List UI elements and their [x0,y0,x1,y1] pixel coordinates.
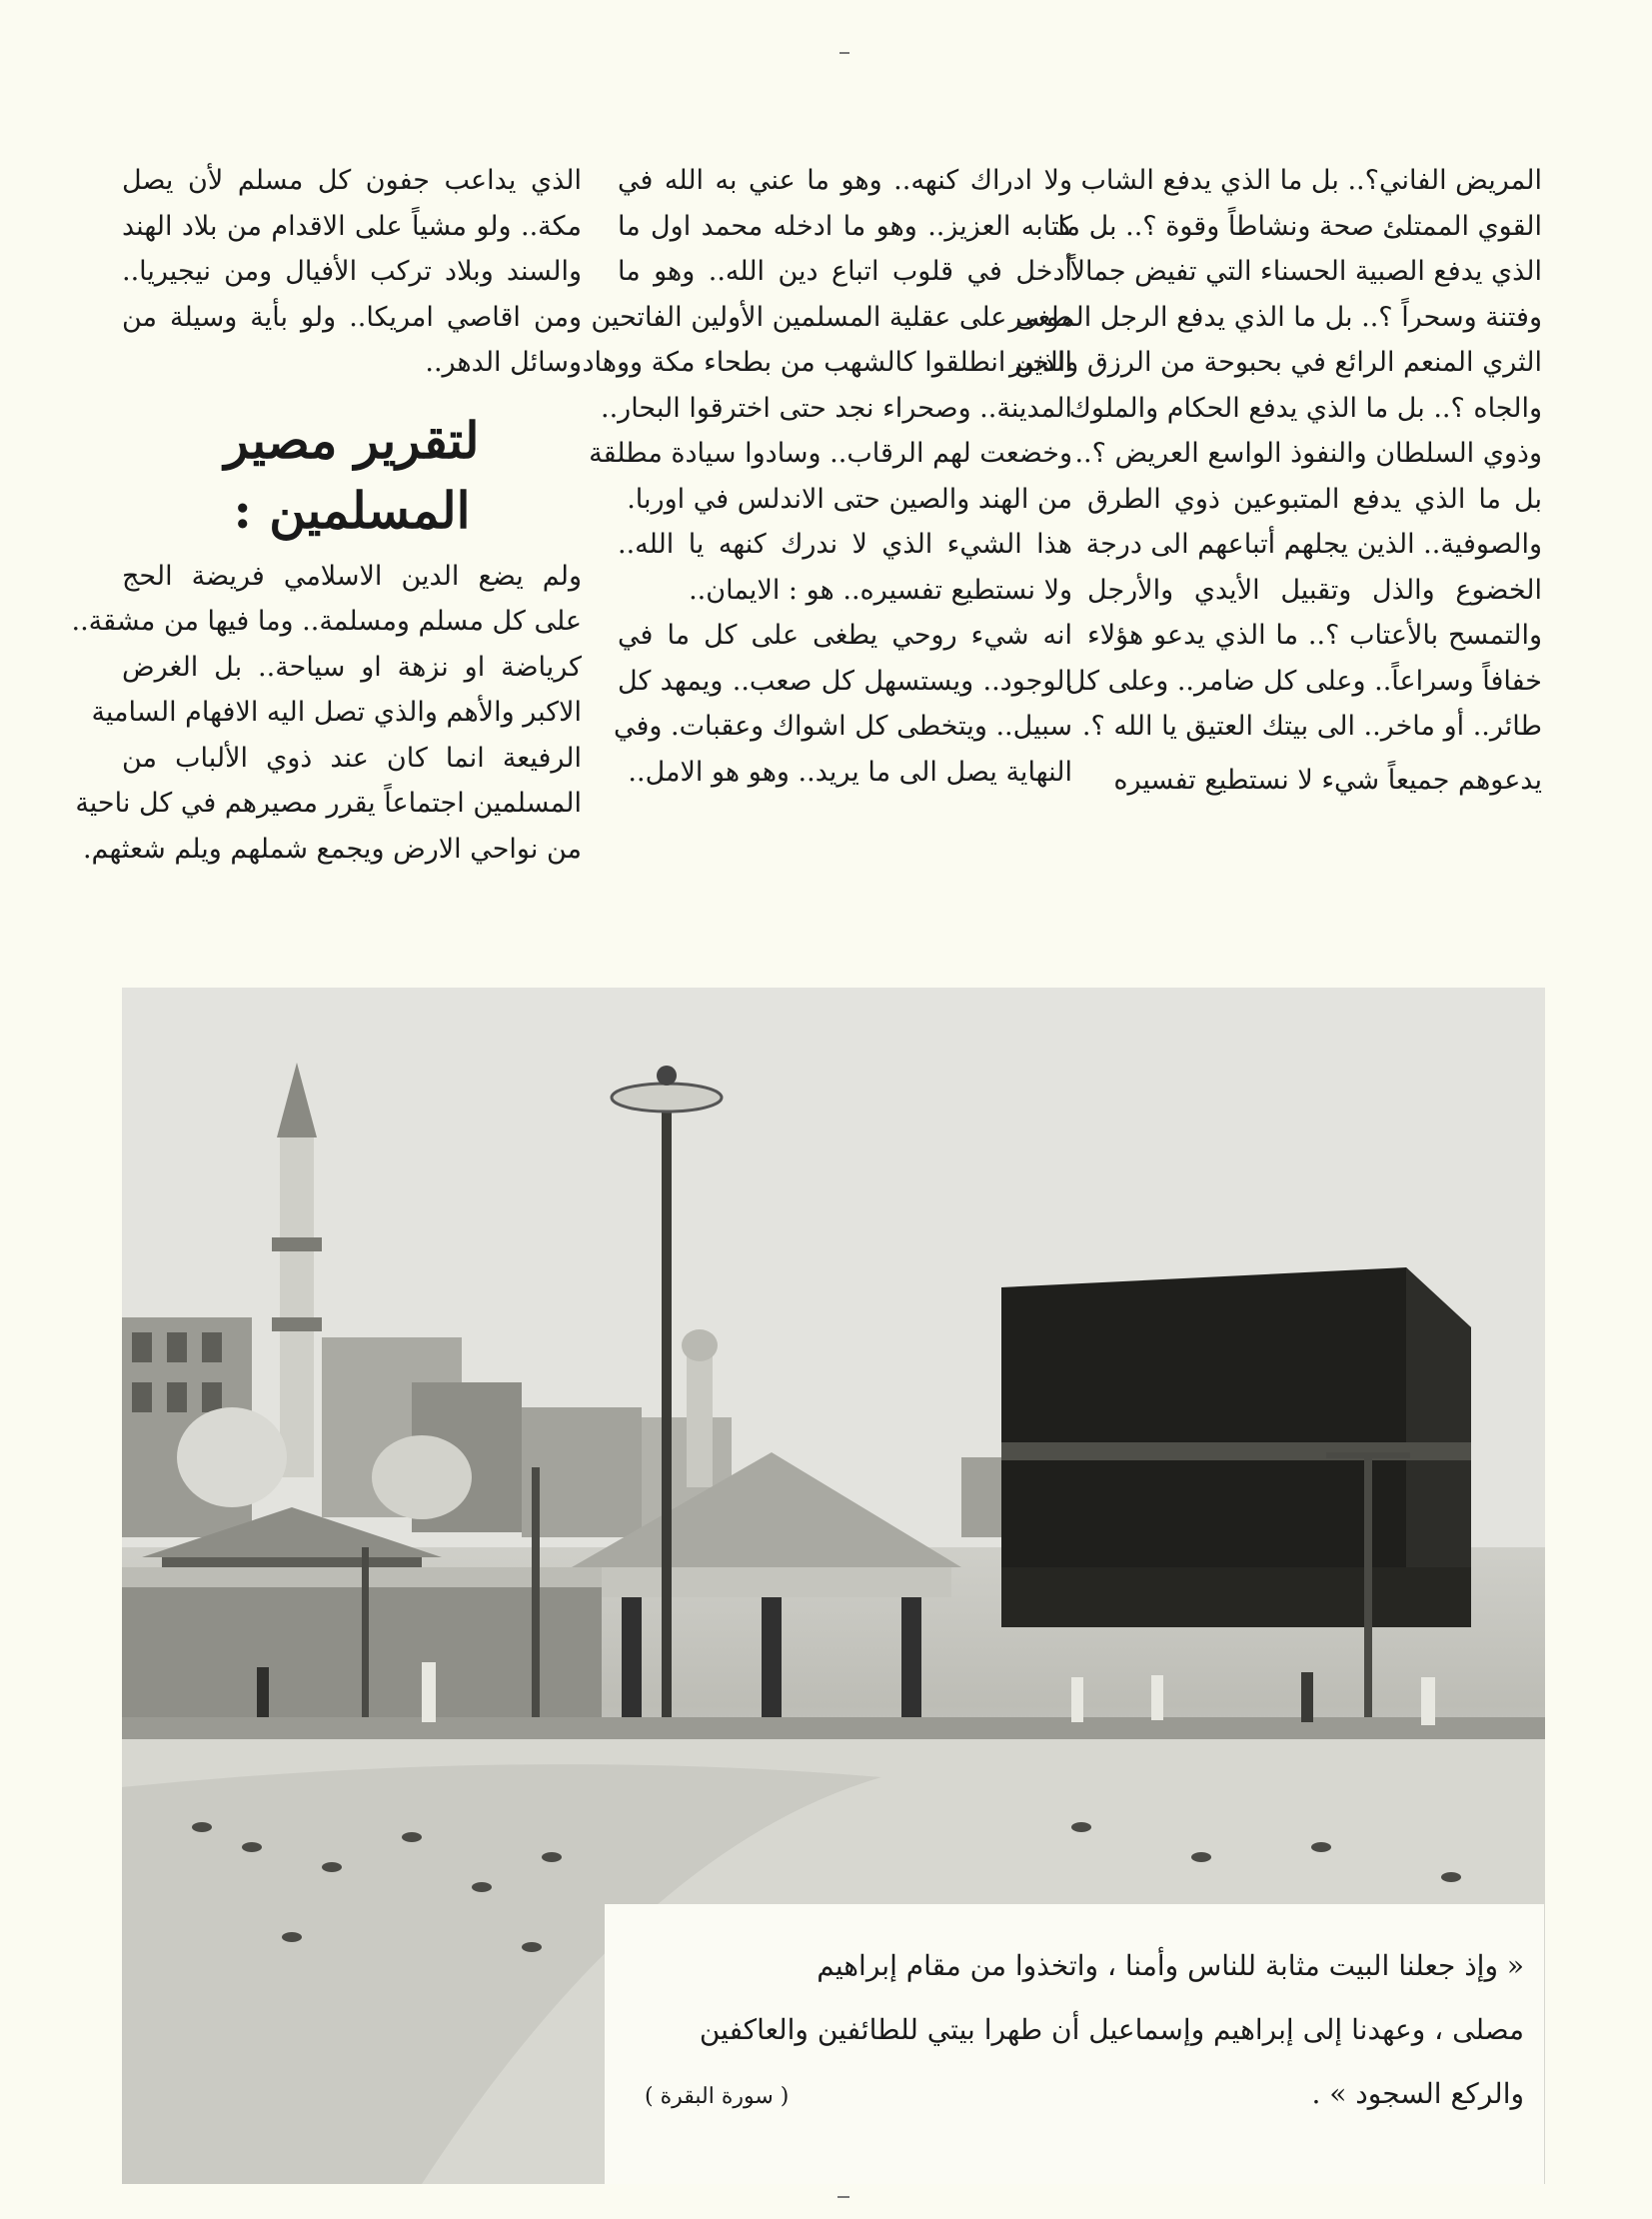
text-column-middle [582,158,1072,795]
page-top-mark [839,52,849,54]
text-line: الذين انطلقوا كالشهب من بطحاء مكة ووهاد [582,347,1072,378]
text-line: والجاه ؟.. بل ما الذي يدفع الحكام والملوك [1068,392,1542,424]
text-line: والتمسح بالأعتاب ؟.. ما الذي يدعو هؤلاء [1087,620,1542,651]
text-line: هذا الشيء الذي لا ندرك كنهه يا الله.. [618,529,1072,560]
text-line: وفتنة وسحراً ؟.. بل ما الذي يدفع الرجل الموسر [1008,301,1542,333]
text-line: الوجود.. ويستسهل كل صعب.. ويمهد كل [618,665,1072,697]
text-line: يدعوهم جميعاً شيء لا نستطيع تفسيره [1113,764,1542,796]
text-line: من الهند والصين حتى الاندلس في اوربا. [627,483,1072,515]
quran-caption [605,1904,1544,2184]
text-line: طغى على عقلية المسلمين الأولين الفاتحين [591,301,1072,333]
text-line: والصوفية.. الذين يجلهم أتباعهم الى درجة [1085,529,1542,560]
text-line: مكة.. ولو مشياً على الاقدام من بلاد الهند [122,210,582,242]
text-line: القوي الممتلئ صحة ونشاطاً وقوة ؟.. بل ما [1057,210,1542,242]
text-line: وذوي السلطان والنفوذ الواسع العريض ؟.. [1074,438,1542,469]
text-line: من نواحي الارض ويجمع شملهم ويلم شعثهم. [82,833,582,865]
text-line: سبيل.. ويتخطى كل اشواك وعقبات. وفي [614,711,1072,742]
text-line: وسائل الدهر.. [425,347,582,378]
text-line: انه شيء روحي يطغى على كل ما في [618,620,1072,651]
text-line: طائر.. أو ماخر.. الى بيتك العتيق يا الله ؟. [1081,711,1542,742]
text-line: الرفيعة انما كان عند ذوي الألباب من [122,742,582,774]
text-line: على كل مسلم ومسلمة.. وما فيها من مشقة.. [71,606,582,637]
page-bottom-mark [837,2196,849,2198]
text-line: المسلمين اجتماعاً يقرر مصيرهم في كل ناحية [75,788,582,819]
text-line: بل ما الذي يدفع المتبوعين ذوي الطرق [1087,483,1542,515]
text-line: الذي يداعب جفون كل مسلم لأن يصل [122,165,582,196]
text-line: ولا نستطيع تفسيره.. هو : الايمان.. [689,574,1072,606]
text-line: والسند وبلاد تركب الأفيال ومن نيجيريا.. [122,256,582,287]
text-line: المدينة.. وصحراء نجد حتى اخترقوا البحار.. [601,392,1072,424]
text-line: كتابه العزيز.. وهو ما ادخله محمد اول ما [618,210,1072,242]
text-column-left [71,158,582,872]
text-line: ولم يضع الدين الاسلامي فريضة الحج [122,560,582,592]
section-heading: لتقرير مصير المسلمين : [224,410,480,540]
text-line: الخضوع والذل وتقبيل الأيدي والأرجل [1087,574,1542,606]
text-line: ومن اقاصي امريكا.. ولو بأية وسيلة من [122,301,582,333]
caption-line: والركع السجود » . [1311,2077,1524,2110]
text-line: الذي يدفع الصبية الحسناء التي تفيض جمالاً [1069,256,1542,287]
text-line: الثري المنعم الرائع في بحبوحة من الرزق والخير [1009,347,1542,378]
text-line: النهاية يصل الى ما يريد.. وهو هو الامل.. [628,756,1072,788]
text-line: ولا ادراك كنهه.. وهو ما عني به الله في [618,165,1072,196]
text-line: أدخل في قلوب اتباع دين الله.. وهو ما [618,256,1072,287]
text-line: وخضعت لهم الرقاب.. وسادوا سيادة مطلقة [589,438,1072,469]
caption-line: « وإذ جعلنا البيت مثابة للناس وأمنا ، واتخذوا من مقام إبراهيم [817,1949,1524,1982]
caption-source: ( سورة البقرة ) [645,2084,790,2109]
caption-last-line [645,2062,1524,2129]
text-line: الاكبر والأهم والذي تصل اليه الافهام السامية [91,697,582,728]
text-line: خفافاً وسراعاً.. وعلى كل ضامر.. وعلى كل [1065,665,1542,697]
caption-line: مصلى ، وعهدنا إلى إبراهيم وإسماعيل أن طهرا بيتي للطائفين والعاكفين [699,2013,1524,2046]
text-line: كرياضة او نزهة او سياحة.. بل الغرض [122,651,582,683]
text-line: المريض الفاني؟.. بل ما الذي يدفع الشاب [1080,165,1542,196]
text-column-right [1008,158,1542,803]
